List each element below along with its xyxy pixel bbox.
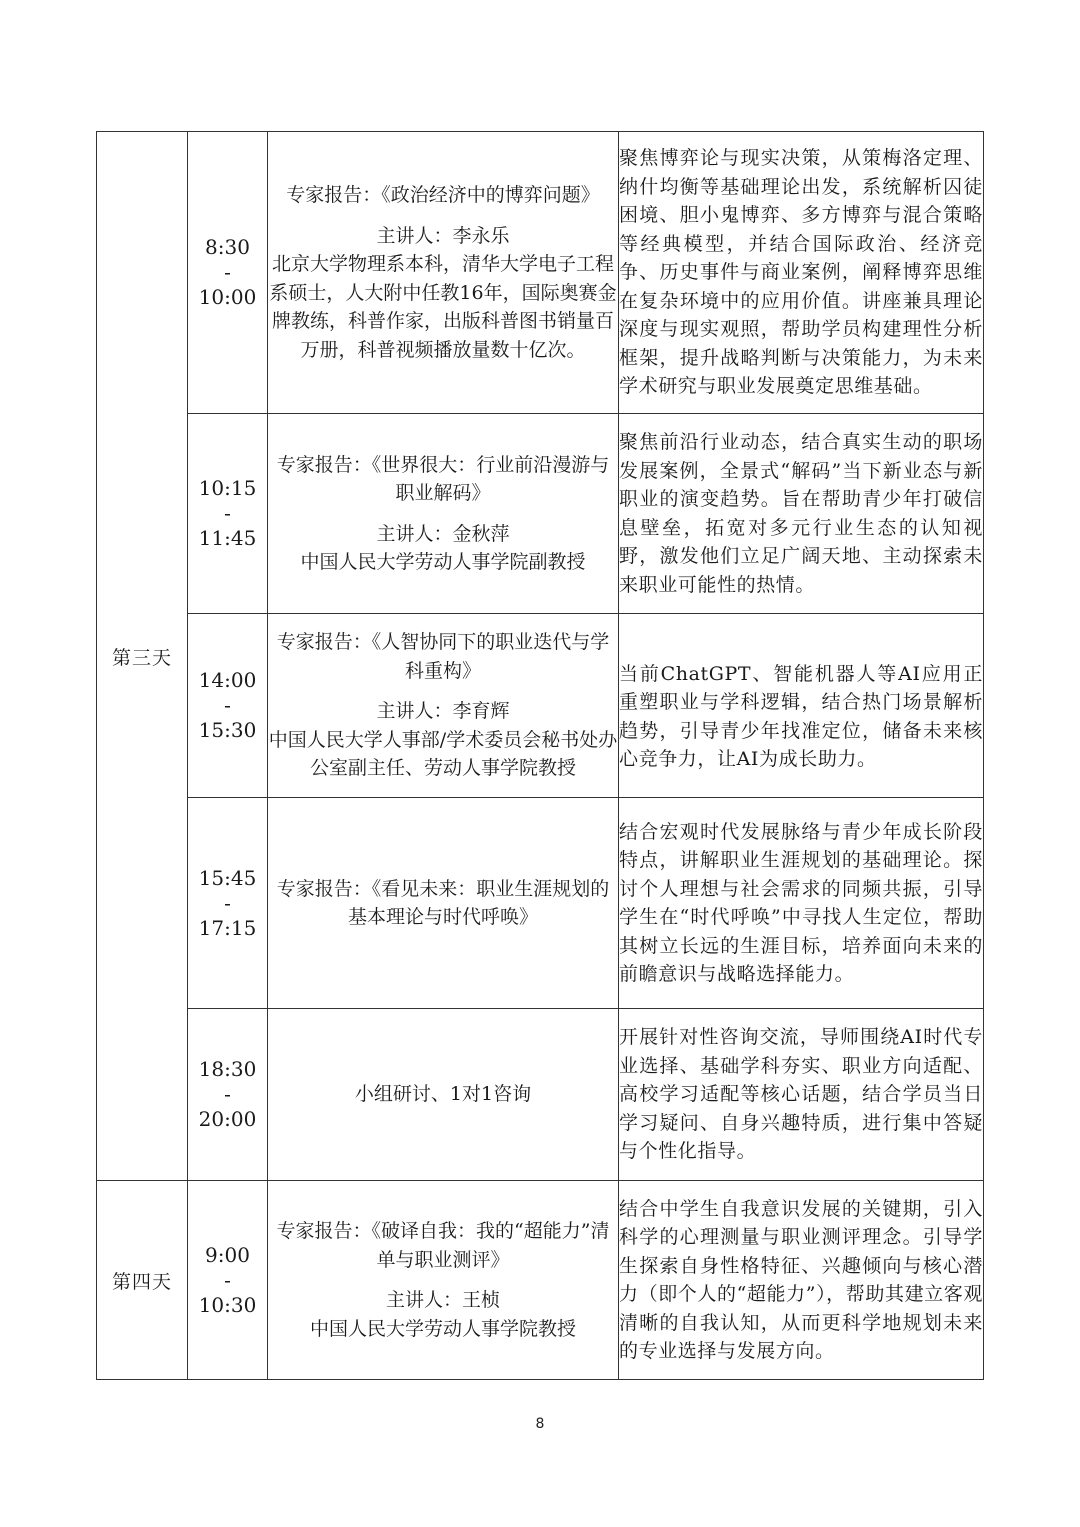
time-start: 8:30 [205, 235, 250, 259]
time-end: 17:15 [198, 915, 257, 940]
time-separator: - [224, 1082, 231, 1106]
time-separator: - [224, 1267, 231, 1292]
session-title: 专家报告：《破译自我：我的“超能力”清单与职业测评》 [276, 1220, 610, 1271]
table-row [97, 414, 984, 614]
time-end: 11:45 [198, 526, 257, 550]
time-cell [188, 1181, 268, 1380]
table-row [97, 132, 984, 414]
topic-cell [268, 798, 619, 1009]
day-label: 第四天 [97, 1181, 188, 1380]
speaker-name: 主讲人：金秋萍 [376, 522, 510, 545]
time-start: 18:30 [198, 1057, 257, 1081]
time-end: 15:30 [198, 718, 257, 742]
time-end: 20:00 [198, 1107, 257, 1131]
speaker-bio: 中国人民大学人事部/学术委员会秘书处办公室副主任、劳动人事学院教授 [268, 728, 618, 780]
speaker-bio: 北京大学物理系本科，清华大学电子工程系硕士，人大附中任教16年，国际奥赛金牌教练，科普作家，出版科普图书销量百万册，科普视频播放量数十亿次。 [269, 253, 617, 361]
time-separator: - [224, 501, 231, 525]
session-title: 专家报告：《世界很大：行业前沿漫游与职业解码》 [276, 453, 610, 504]
session-title: 专家报告：《看见未来：职业生涯规划的基本理论与时代呼唤》 [276, 877, 610, 928]
topic-cell [268, 614, 619, 798]
session-description: 当前ChatGPT、智能机器人等AI应用正重塑职业与学科逻辑，结合热门场景解析趋势，引导青少年找准定位，储备未来核心竞争力，让AI为成长助力。 [619, 614, 984, 798]
speaker-bio: 中国人民大学劳动人事学院教授 [309, 1317, 576, 1340]
time-cell [188, 614, 268, 798]
speaker-bio: 中国人民大学劳动人事学院副教授 [300, 551, 586, 573]
session-description: 结合中学生自我意识发展的关键期，引入科学的心理测量与职业测评理念。引导学生探索自身性格特征、兴趣倾向与核心潜力（即个人的“超能力”），帮助其建立客观清晰的自我认知，从而更科学地规划未来的专业选择与发展方向。 [619, 1181, 984, 1380]
day-label: 第三天 [97, 132, 188, 1181]
session-description: 聚焦前沿行业动态，结合真实生动的职场发展案例，全景式“解码”当下新业态与新职业的演变趋势。旨在帮助青少年打破信息壁垒，拓宽对多元行业生态的认知视野，激发他们立足广阔天地、主动探索未来职业可能性的热情。 [619, 414, 984, 614]
time-start: 9:00 [205, 1242, 250, 1267]
time-cell [188, 132, 268, 414]
time-end: 10:30 [198, 1292, 257, 1317]
time-end: 10:00 [198, 285, 257, 309]
topic-cell [268, 132, 619, 414]
session-title: 小组研讨、1对1咨询 [354, 1083, 532, 1106]
session-description: 结合宏观时代发展脉络与青少年成长阶段特点，讲解职业生涯规划的基础理论。探讨个人理想与社会需求的同频共振，引导学生在“时代呼唤”中寻找人生定位，帮助其树立长远的生涯目标，培养面向未来的前瞻意识与战略选择能力。 [619, 798, 984, 1009]
speaker-name: 主讲人：李永乐 [376, 224, 510, 247]
session-title: 专家报告：《人智协同下的职业迭代与学科重构》 [276, 631, 610, 682]
topic-cell [268, 1009, 619, 1181]
table-row [97, 798, 984, 1009]
topic-cell [268, 1181, 619, 1380]
table-row [97, 614, 984, 798]
time-separator: - [224, 890, 231, 915]
time-cell [188, 414, 268, 614]
time-cell [188, 1009, 268, 1181]
time-start: 14:00 [198, 668, 257, 692]
time-separator: - [224, 260, 231, 284]
speaker-name: 主讲人：王桢 [385, 1289, 500, 1311]
topic-cell [268, 414, 619, 614]
session-description: 开展针对性咨询交流，导师围绕AI时代专业选择、基础学科夯实、职业方向适配、高校学习适配等核心话题，结合学员当日学习疑问、自身兴趣特质，进行集中答疑与个性化指导。 [619, 1009, 984, 1181]
time-cell [188, 798, 268, 1009]
time-start: 10:15 [198, 476, 257, 500]
schedule-table [96, 131, 984, 1380]
table-row [97, 1009, 984, 1181]
time-separator: - [224, 693, 231, 717]
session-description: 聚焦博弈论与现实决策，从策梅洛定理、纳什均衡等基础理论出发，系统解析囚徒困境、胆小鬼博弈、多方博弈与混合策略等经典模型，并结合国际政治、经济竞争、历史事件与商业案例，阐释博弈思维在复杂环境中的应用价值。讲座兼具理论深度与现实观照，帮助学员构建理性分析框架，提升战略判断与决策能力，为未来学术研究与职业发展奠定思维基础。 [619, 132, 984, 414]
page-number: 8 [535, 1416, 545, 1432]
table-row [97, 1181, 984, 1380]
time-start: 15:45 [198, 865, 257, 890]
session-title: 专家报告：《政治经济中的博弈问题》 [286, 184, 600, 206]
speaker-name: 主讲人：李育辉 [376, 700, 510, 723]
